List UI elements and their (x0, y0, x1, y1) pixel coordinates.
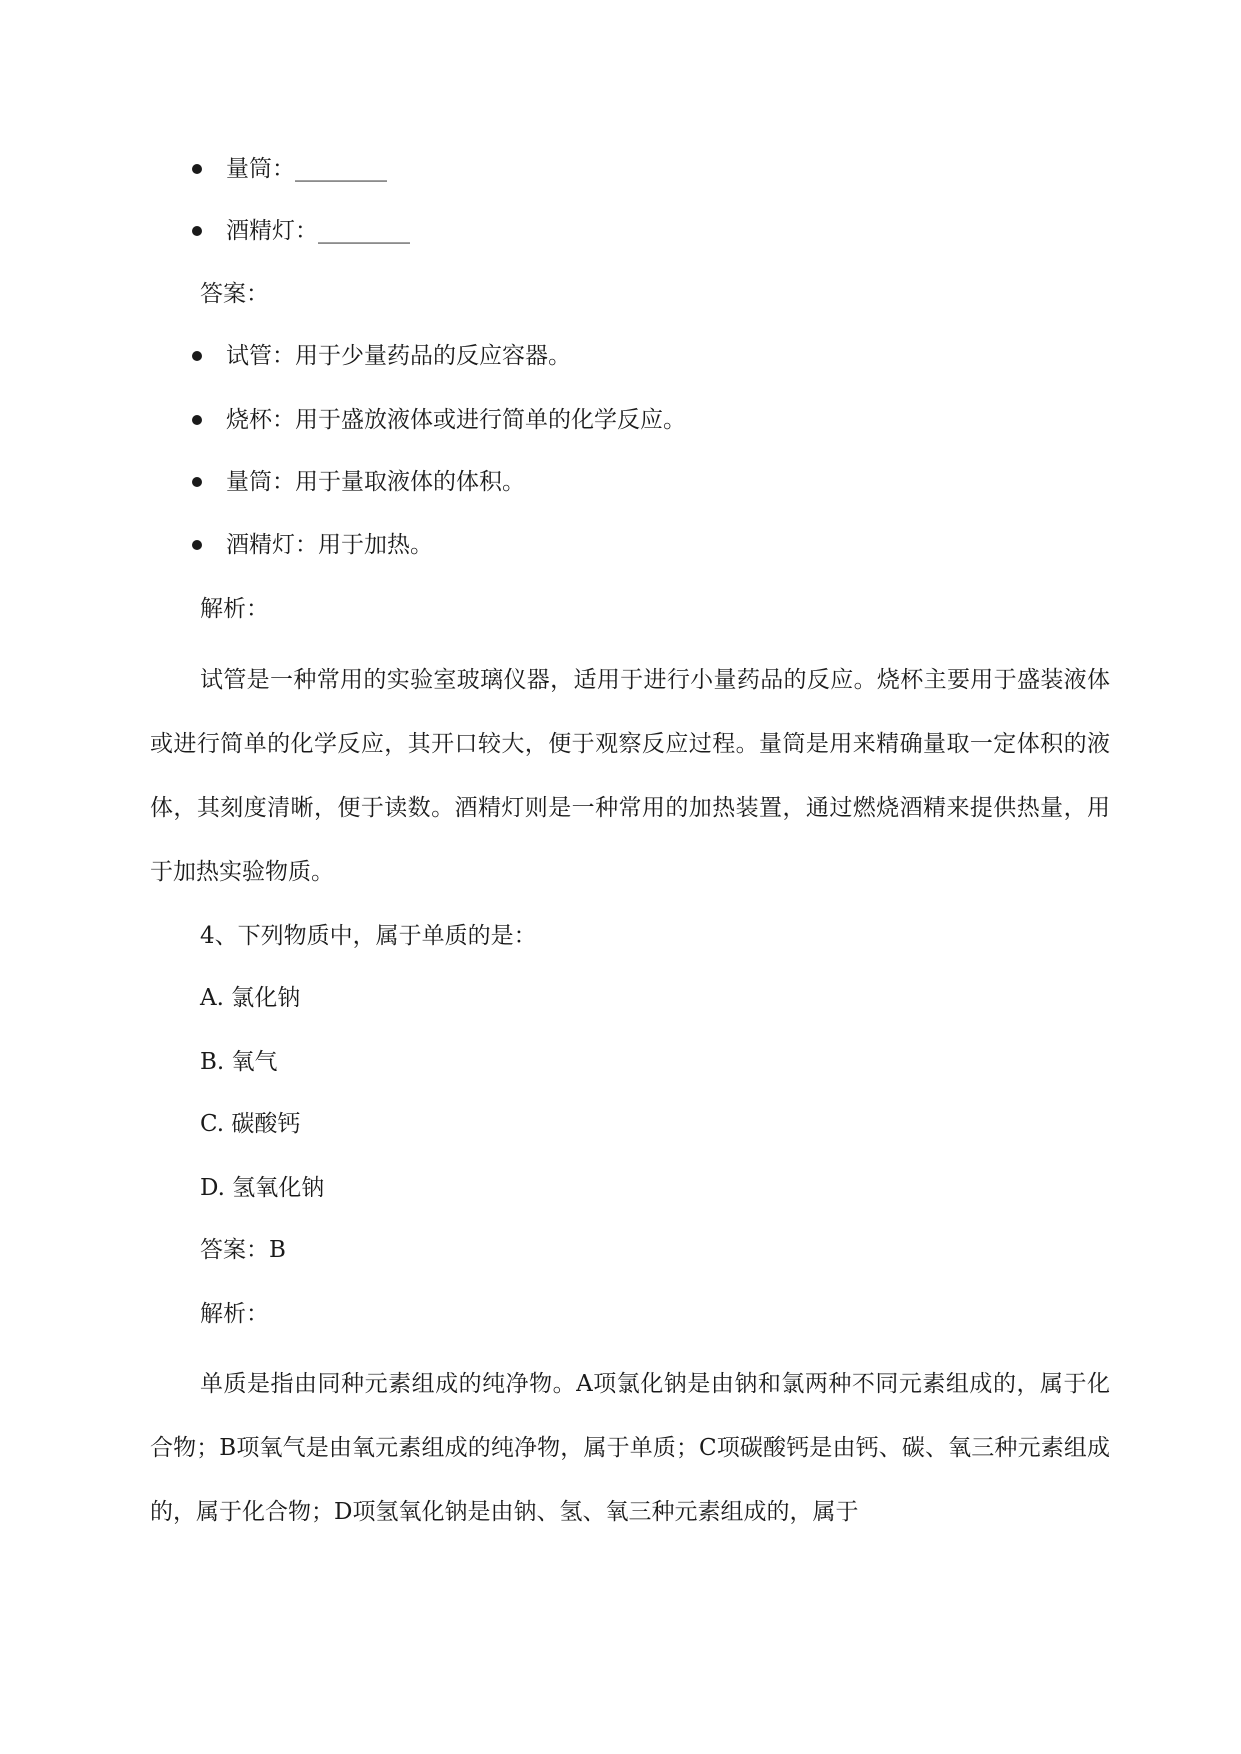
bullet-icon (192, 164, 202, 174)
option-c: C. 碳酸钙 (200, 1111, 301, 1137)
list-item-text: 酒精灯：________ (226, 218, 410, 244)
option-a: A. 氯化钠 (200, 985, 301, 1011)
list-item-text: 烧杯：用于盛放液体或进行简单的化学反应。 (226, 407, 686, 433)
bullet-icon (192, 540, 202, 550)
bullet-icon (192, 226, 202, 236)
analysis-paragraph: 单质是指由同种元素组成的纯净物。A项氯化钠是由钠和氯两种不同元素组成的，属于化合物；B项氧气是由氧元素组成的纯净物，属于单质；C项碳酸钙是由钙、碳、氧三种元素组成的，属于化合物；D项氢氧化钠是由钠、氢、氧三种元素组成的，属于 (150, 1371, 1110, 1525)
question-stem: 4、下列物质中，属于单质的是： (200, 923, 537, 949)
analysis-heading: 解析： (200, 596, 269, 622)
list-item-text: 酒精灯：用于加热。 (226, 532, 433, 558)
list-item-text: 试管：用于少量药品的反应容器。 (226, 343, 571, 369)
list-item-text: 量筒：________ (226, 156, 387, 182)
answer-heading: 答案： (200, 281, 269, 307)
analysis-paragraph: 试管是一种常用的实验室玻璃仪器，适用于进行小量药品的反应。烧杯主要用于盛装液体或进行简单的化学反应，其开口较大，便于观察反应过程。量筒是用来精确量取一定体积的液体，其刻度清晰，便于读数。酒精灯则是一种常用的加热装置，通过燃烧酒精来提供热量，用于加热实验物质。 (150, 667, 1110, 885)
analysis-heading: 解析： (200, 1301, 269, 1327)
bullet-icon (192, 477, 202, 487)
answer-text: 答案：B (200, 1237, 286, 1263)
list-item-text: 量筒：用于量取液体的体积。 (226, 469, 525, 495)
bullet-icon (192, 415, 202, 425)
bullet-icon (192, 351, 202, 361)
option-b: B. 氧气 (200, 1049, 278, 1075)
option-d: D. 氢氧化钠 (200, 1175, 325, 1201)
